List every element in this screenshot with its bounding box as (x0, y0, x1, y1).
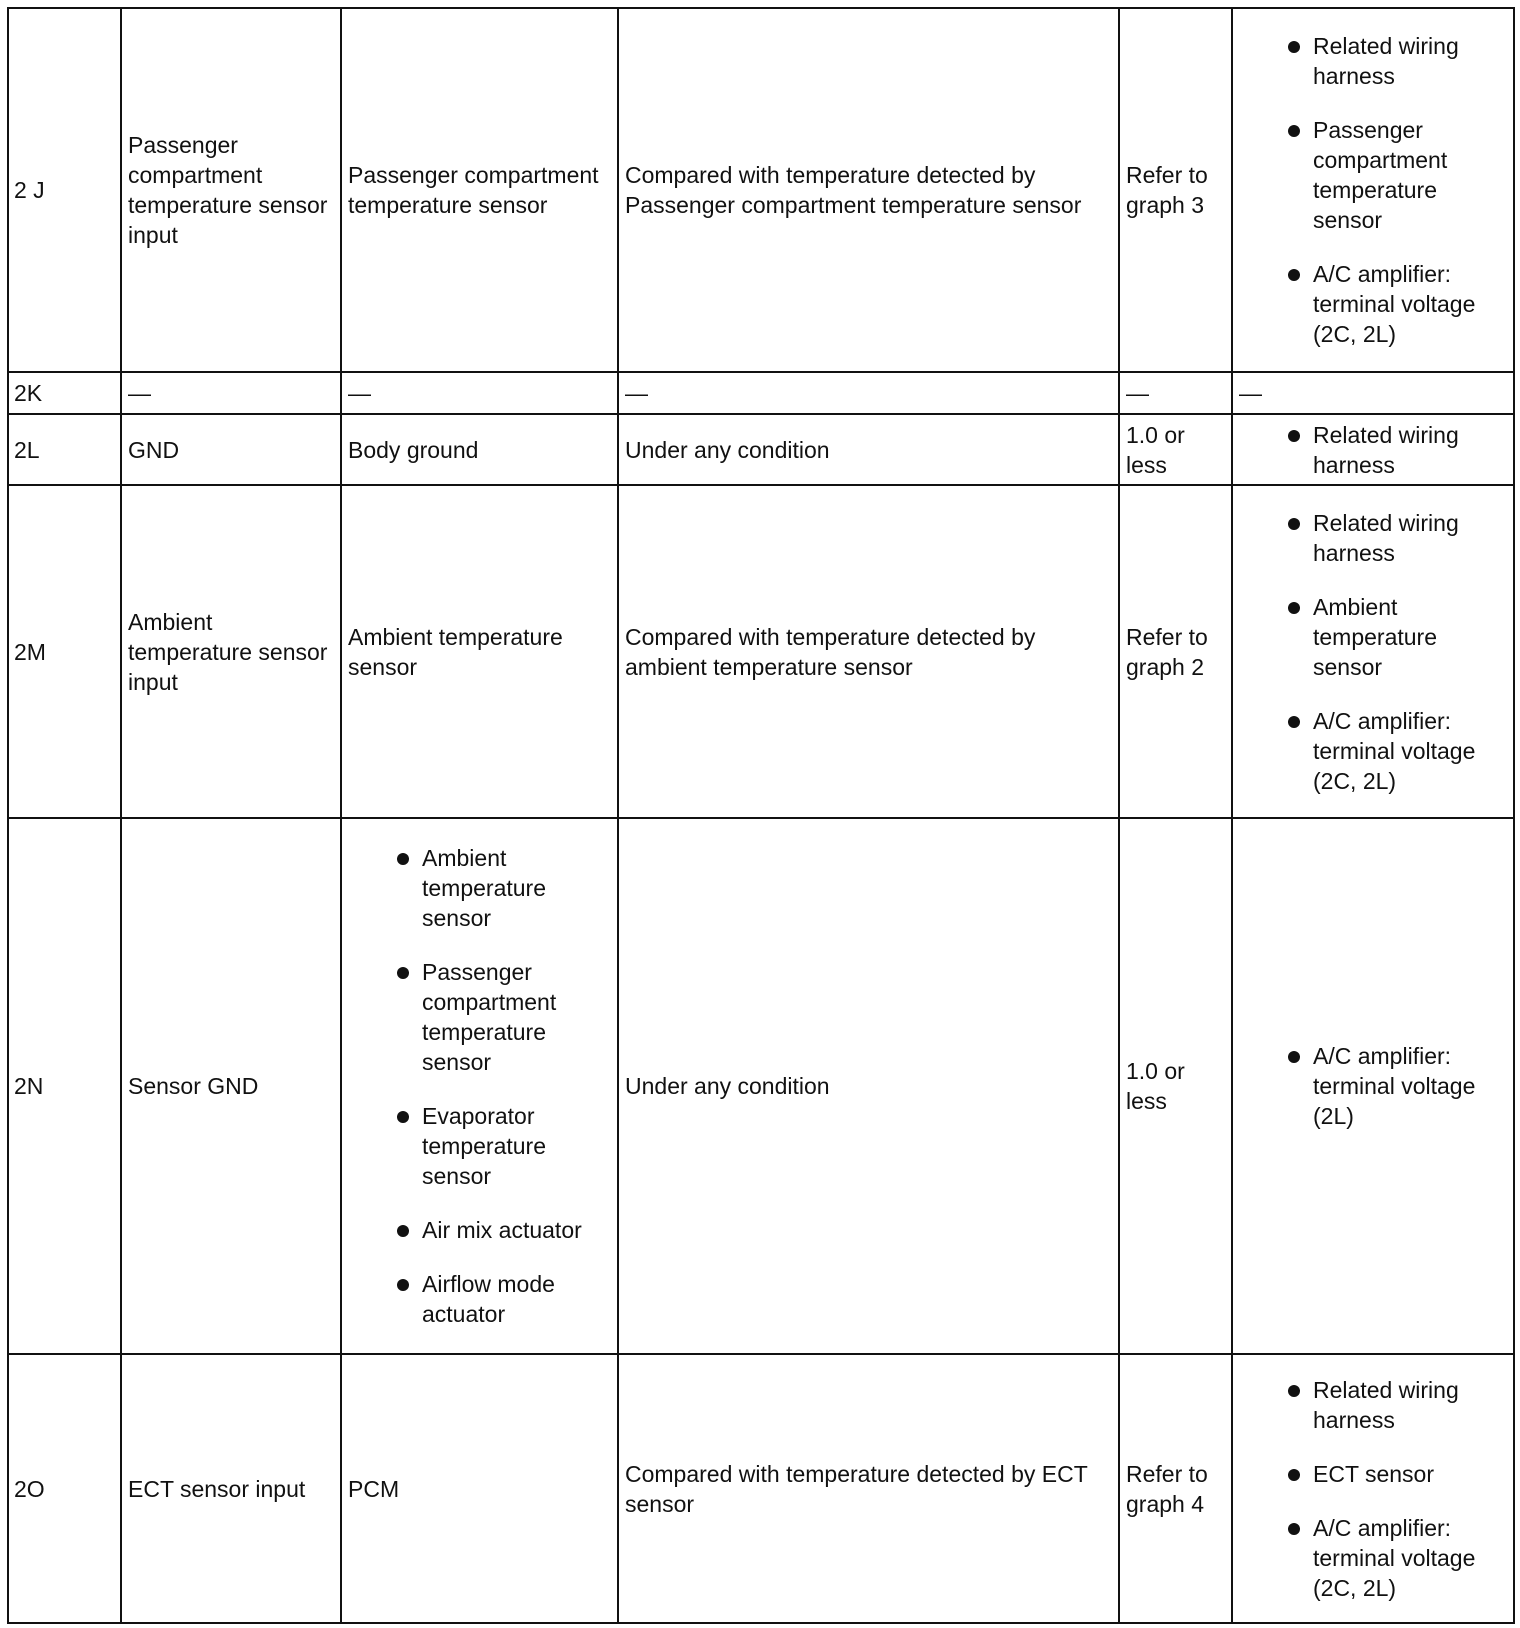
voltage-cell: Refer to graph 4 (1119, 1354, 1232, 1623)
signal-cell: Passenger compartment temperature sensor input (121, 8, 341, 372)
bullet-icon (1288, 1523, 1300, 1535)
bullet-icon (397, 1225, 409, 1237)
list-item (422, 843, 611, 933)
signal-cell: — (121, 372, 341, 414)
connected-to-cell (341, 818, 618, 1354)
bullet-icon (1288, 1051, 1300, 1063)
table-row (8, 818, 1514, 1354)
inspection-item: Related wiring harness (1313, 509, 1459, 566)
inspection-cell (1232, 818, 1514, 1354)
connected-to-cell: Body ground (341, 414, 618, 485)
bullet-icon (1288, 518, 1300, 530)
connected-to-cell: PCM (341, 1354, 618, 1623)
bullet-icon (397, 967, 409, 979)
bullet-icon (1288, 716, 1300, 728)
inspection-cell (1232, 1354, 1514, 1623)
table-row (8, 1354, 1514, 1623)
list-item (1313, 1041, 1507, 1131)
connected-item: Air mix actuator (422, 1217, 582, 1243)
list-item (422, 1101, 611, 1191)
list-item (1313, 508, 1507, 568)
inspection-item: Related wiring harness (1313, 421, 1459, 478)
condition-cell: Compared with temperature detected by Passenger compartment temperature sensor (618, 8, 1119, 372)
inspection-cell (1232, 8, 1514, 372)
connected-to-cell: Passenger compartment temperature sensor (341, 8, 618, 372)
terminal-cell: 2K (8, 372, 121, 414)
condition-cell: — (618, 372, 1119, 414)
bullet-icon (397, 853, 409, 865)
inspection-list (1313, 31, 1507, 349)
connected-to-cell: — (341, 372, 618, 414)
bullet-icon (1288, 1385, 1300, 1397)
terminal-cell: 2 J (8, 8, 121, 372)
table-row (8, 485, 1514, 818)
inspection-list (1313, 1041, 1507, 1131)
inspection-cell (1232, 485, 1514, 818)
inspection-item: Passenger compartment temperature sensor (1313, 117, 1448, 233)
bullet-icon (1288, 269, 1300, 281)
list-item (1313, 259, 1507, 349)
voltage-cell: Refer to graph 2 (1119, 485, 1232, 818)
table-row (8, 372, 1514, 414)
connected-item: Evaporator temperature sensor (422, 1103, 547, 1189)
list-item (1313, 1375, 1507, 1435)
connected-to-cell: Ambient temperature sensor (341, 485, 618, 818)
list-item (1313, 592, 1507, 682)
connected-item: Ambient temperature sensor (422, 845, 547, 931)
list-item (422, 1215, 611, 1245)
voltage-cell: Refer to graph 3 (1119, 8, 1232, 372)
bullet-icon (1288, 602, 1300, 614)
table-row (8, 8, 1514, 372)
inspection-item: ECT sensor (1313, 1460, 1435, 1487)
bullet-icon (397, 1279, 409, 1291)
table-row (8, 414, 1514, 485)
terminal-voltage-table (7, 7, 1515, 1624)
list-item (1313, 31, 1507, 91)
voltage-cell: — (1119, 372, 1232, 414)
list-item (1313, 706, 1507, 796)
list-item (1313, 420, 1507, 480)
terminal-cell: 2O (8, 1354, 121, 1623)
condition-cell: Under any condition (618, 414, 1119, 485)
bullet-icon (397, 1111, 409, 1123)
signal-cell: Sensor GND (121, 818, 341, 1354)
bullet-icon (1288, 1469, 1300, 1481)
list-item (1313, 115, 1507, 235)
signal-cell: Ambient temperature sensor input (121, 485, 341, 818)
bullet-icon (1288, 125, 1300, 137)
list-item (422, 957, 611, 1077)
inspection-item: Related wiring harness (1313, 1376, 1459, 1433)
inspection-item: A/C amplifier: terminal voltage (2C, 2L) (1313, 261, 1476, 347)
inspection-item: Related wiring harness (1313, 33, 1459, 89)
signal-cell: GND (121, 414, 341, 485)
connected-to-list (422, 843, 611, 1329)
inspection-cell (1232, 414, 1514, 485)
inspection-item: Ambient temperature sensor (1313, 593, 1438, 680)
list-item (1313, 1513, 1507, 1603)
signal-cell: ECT sensor input (121, 1354, 341, 1623)
voltage-cell: 1.0 or less (1119, 818, 1232, 1354)
bullet-icon (1288, 430, 1300, 442)
inspection-item: A/C amplifier: terminal voltage (2L) (1313, 1043, 1476, 1129)
terminal-cell: 2M (8, 485, 121, 818)
list-item (1313, 1459, 1507, 1489)
inspection-list (1313, 1375, 1507, 1603)
condition-cell: Compared with temperature detected by ECT sensor (618, 1354, 1119, 1623)
inspection-list (1313, 508, 1507, 796)
inspection-item: A/C amplifier: terminal voltage (2C, 2L) (1313, 1514, 1476, 1601)
terminal-cell: 2L (8, 414, 121, 485)
voltage-cell: 1.0 or less (1119, 414, 1232, 485)
list-item (422, 1269, 611, 1329)
condition-cell: Compared with temperature detected by ambient temperature sensor (618, 485, 1119, 818)
connected-item: Airflow mode actuator (422, 1271, 555, 1327)
inspection-item: A/C amplifier: terminal voltage (2C, 2L) (1313, 707, 1476, 794)
bullet-icon (1288, 41, 1300, 53)
condition-cell: Under any condition (618, 818, 1119, 1354)
inspection-cell: — (1232, 372, 1514, 414)
inspection-list (1313, 420, 1507, 480)
terminal-cell: 2N (8, 818, 121, 1354)
connected-item: Passenger compartment temperature sensor (422, 959, 557, 1075)
